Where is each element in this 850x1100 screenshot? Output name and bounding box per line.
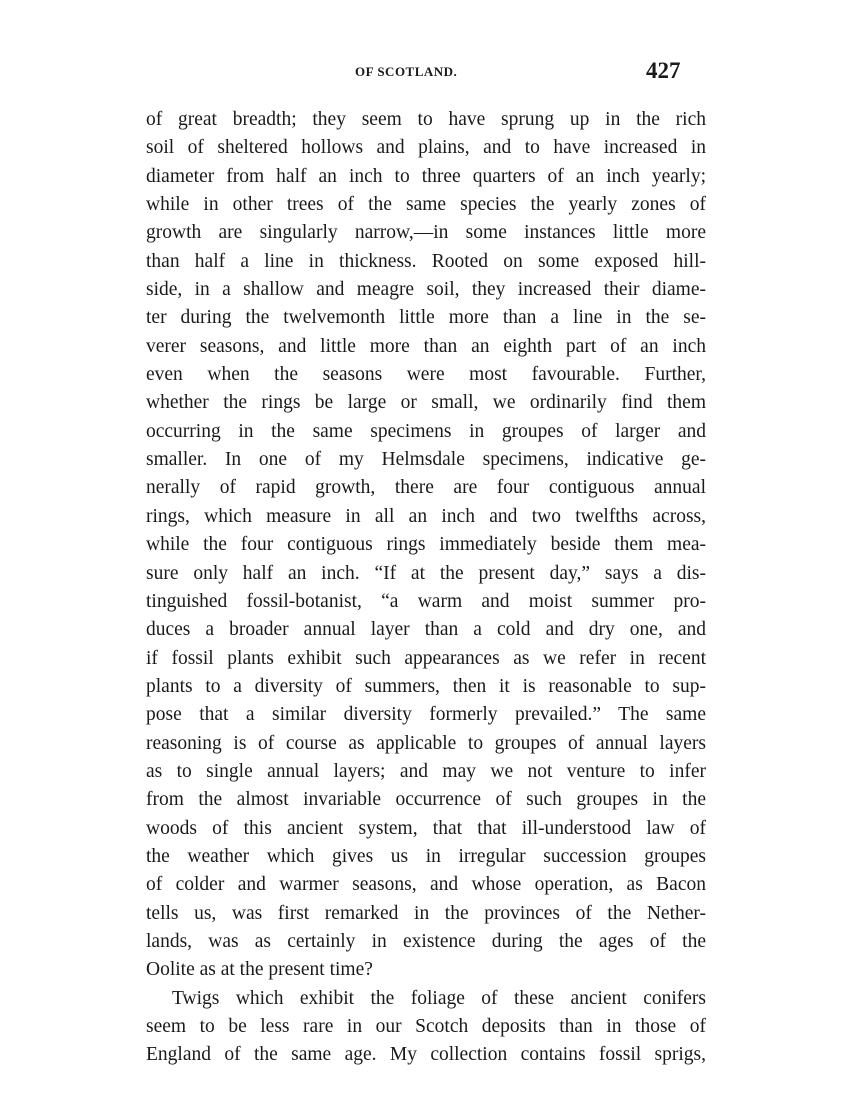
running-header xyxy=(0,60,850,90)
text-line: rings, which measure in all an inch and two twelfths across, xyxy=(146,505,706,527)
text-line: while the four contiguous rings immediately beside them mea- xyxy=(146,534,706,556)
text-line: whether the rings be large or small, we ordinarily find them xyxy=(146,392,706,414)
text-line: soil of sheltered hollows and plains, and to have increased in xyxy=(146,137,706,159)
text-line: Twigs which exhibit the foliage of these ancient conifers xyxy=(172,987,706,1009)
text-line: occurring in the same specimens in groupes of larger and xyxy=(146,420,706,442)
text-line: side, in a shallow and meagre soil, they increased their diame- xyxy=(146,279,706,301)
text-line: from the almost invariable occurrence of such groupes in the xyxy=(146,789,706,811)
paragraph xyxy=(146,106,706,985)
text-line: as to single annual layers; and may we not venture to infer xyxy=(146,760,706,782)
text-line: nerally of rapid growth, there are four contiguous annual xyxy=(146,477,706,499)
text-line: verer seasons, and little more than an eighth part of an inch xyxy=(146,335,706,357)
text-line: even when the seasons were most favourable. Further, xyxy=(146,364,706,386)
text-line: pose that a similar diversity formerly prevailed.” The same xyxy=(146,704,706,726)
text-line: growth are singularly narrow,—in some instances little more xyxy=(146,222,706,244)
text-line: if fossil plants exhibit such appearances as we refer in recent xyxy=(146,647,706,669)
text-line: while in other trees of the same species the yearly zones of xyxy=(146,194,706,216)
text-line: woods of this ancient system, that that ill-understood law of xyxy=(146,817,706,839)
text-line: tinguished fossil-botanist, “a warm and moist summer pro- xyxy=(146,590,706,612)
text-line: plants to a diversity of summers, then it is reasonable to sup- xyxy=(146,675,706,697)
text-line: sure only half an inch. “If at the present day,” says a dis- xyxy=(146,562,706,584)
text-line: ter during the twelvemonth little more than a line in the se- xyxy=(146,307,706,329)
text-line: diameter from half an inch to three quarters of an inch yearly; xyxy=(146,165,706,187)
text-line: England of the same age. My collection contains fossil sprigs, xyxy=(146,1044,706,1066)
text-line: seem to be less rare in our Scotch deposits than in those of xyxy=(146,1016,706,1037)
text-line: of colder and warmer seasons, and whose operation, as Bacon xyxy=(146,874,706,896)
text-line: Oolite as at the present time? xyxy=(146,959,373,981)
text-line: smaller. In one of my Helmsdale specimens, indicative ge- xyxy=(146,449,706,471)
text-line: than half a line in thickness. Rooted on some exposed hill- xyxy=(146,250,706,272)
text-line: lands, was as certainly in existence during the ages of the xyxy=(146,930,706,952)
text-line: of great breadth; they seem to have sprung up in the rich xyxy=(146,109,706,130)
text-line: reasoning is of course as applicable to groupes of annual layers xyxy=(146,732,706,754)
page-number: 427 xyxy=(646,58,681,83)
text-line: duces a broader annual layer than a cold and dry one, and xyxy=(146,619,706,641)
text-line: tells us, was first remarked in the provinces of the Nether- xyxy=(146,902,706,924)
running-title: OF SCOTLAND. xyxy=(355,64,458,79)
body-text xyxy=(146,106,706,1070)
paragraph xyxy=(146,985,706,1070)
text-line: the weather which gives us in irregular succession groupes xyxy=(146,845,706,867)
